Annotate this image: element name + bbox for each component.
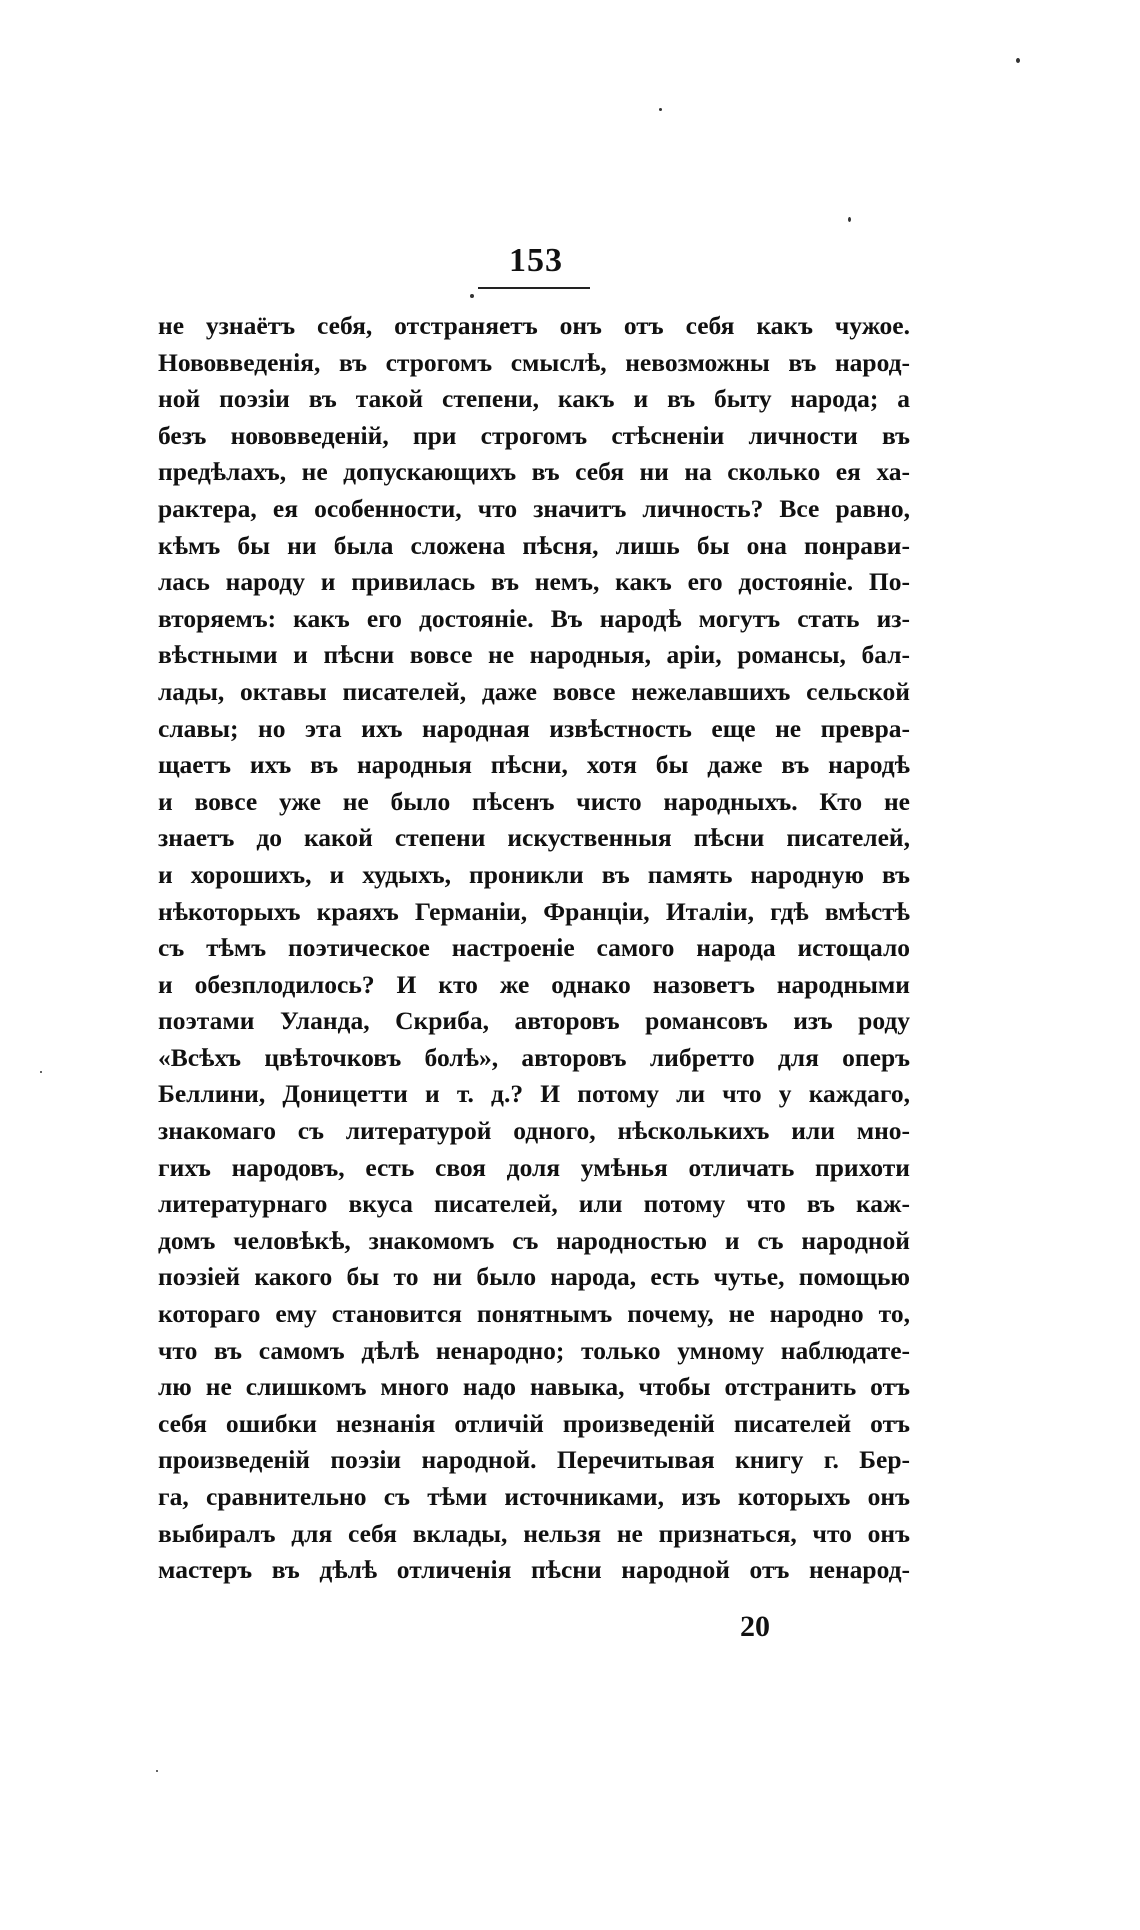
text-line: и вовсе уже не было пѣсенъ чисто народныхъ. Кто не [158,786,910,816]
text-line: «Всѣхъ цвѣточковъ болѣ», авторовъ либретто для оперъ [158,1042,910,1072]
text-line: знакомаго съ литературой одного, нѣсколькихъ или мно- [158,1116,910,1146]
text-line: себя ошибки незнанія отличій произведеній писателей отъ [158,1408,910,1438]
text-line: предѣлахъ, не допускающихъ въ себя ни на сколько ея ха- [158,457,910,487]
text-line: славы; но эта ихъ народная извѣстность еще не превра- [158,713,910,743]
text-line: га, сравнительно съ тѣми источниками, изъ которыхъ онъ [158,1482,910,1511]
text-line: произведеній поэзіи народной. Перечитывая книгу г. Бер- [158,1445,910,1475]
text-line: вторяемъ: какъ его достояніе. Въ народѣ могутъ стать из- [158,603,910,633]
text-line: мастеръ въ дѣлѣ отличенія пѣсни народной отъ ненарод- [158,1555,910,1585]
text-line: нѣкоторыхъ краяхъ Германіи, Франціи, Италіи, гдѣ вмѣстѣ [158,896,910,926]
text-line: кѣмъ бы ни была сложена пѣсня, лишь бы она понрави- [158,530,910,560]
text-line: ной поэзіи въ такой степени, какъ и въ быту народа; а [158,384,910,414]
text-line: литературнаго вкуса писателей, или потому что въ каж- [158,1189,910,1219]
text-line: лась народу и привилась въ немъ, какъ его достояніе. По- [158,567,910,597]
signature-mark: 20 [740,1610,770,1643]
text-line: поэтами Уланда, Скриба, авторовъ романсовъ изъ роду [158,1006,910,1036]
text-line: Нововведенія, въ строгомъ смыслѣ, невозможны въ народ- [158,347,910,377]
text-line: и обезплодилось? И кто же однако назоветъ народными [158,969,910,999]
page-number: 153 [509,242,563,279]
text-line: поэзіей какого бы то ни было народа, есть чутье, помощью [158,1262,910,1292]
text-line: Беллини, Доницетти и т. д.? И потому ли что у каждаго, [158,1079,910,1109]
text-line: щаетъ ихъ въ народныя пѣсни, хотя бы даже въ народѣ [158,750,910,780]
text-line: лю не слишкомъ много надо навыка, чтобы отстранить отъ [158,1372,910,1402]
page-number-rule [478,287,590,289]
scan-speck [1016,58,1020,63]
text-line: безъ нововведеній, при строгомъ стѣсненіи личности въ [158,420,910,450]
text-line: съ тѣмъ поэтическое настроеніе самого народа истощало [158,933,910,963]
text-line: не узнаётъ себя, отстраняетъ онъ отъ себя какъ чужое. [158,311,910,340]
text-line: выбиралъ для себя вклады, нельзя не признаться, что онъ [158,1518,910,1548]
text-line: что въ самомъ дѣлѣ ненародно; только умному наблюдате- [158,1335,910,1365]
scan-speck [40,1071,42,1073]
text-line: знаетъ до какой степени искуственныя пѣсни писателей, [158,823,910,853]
scan-speck [156,1770,158,1772]
text-line: гихъ народовъ, есть своя доля умѣнья отличать прихоти [158,1152,910,1182]
text-line: вѣстными и пѣсни вовсе не народныя, аріи, романсы, бал- [158,640,910,670]
text-line: котораго ему становится понятнымъ почему, не народно то, [158,1299,910,1329]
text-line: лады, октавы писателей, даже вовсе нежелавшихъ сельской [158,676,910,706]
body-text [158,308,910,1589]
text-line: домъ человѣкѣ, знакомомъ съ народностью и съ народной [158,1225,910,1255]
scan-speck [659,108,662,111]
text-line: рактера, ея особенности, что значитъ личность? Все равно, [158,493,910,523]
scan-speck [848,217,851,222]
scan-speck [470,294,474,298]
text-line: и хорошихъ, и худыхъ, проникли въ память народную въ [158,859,910,889]
